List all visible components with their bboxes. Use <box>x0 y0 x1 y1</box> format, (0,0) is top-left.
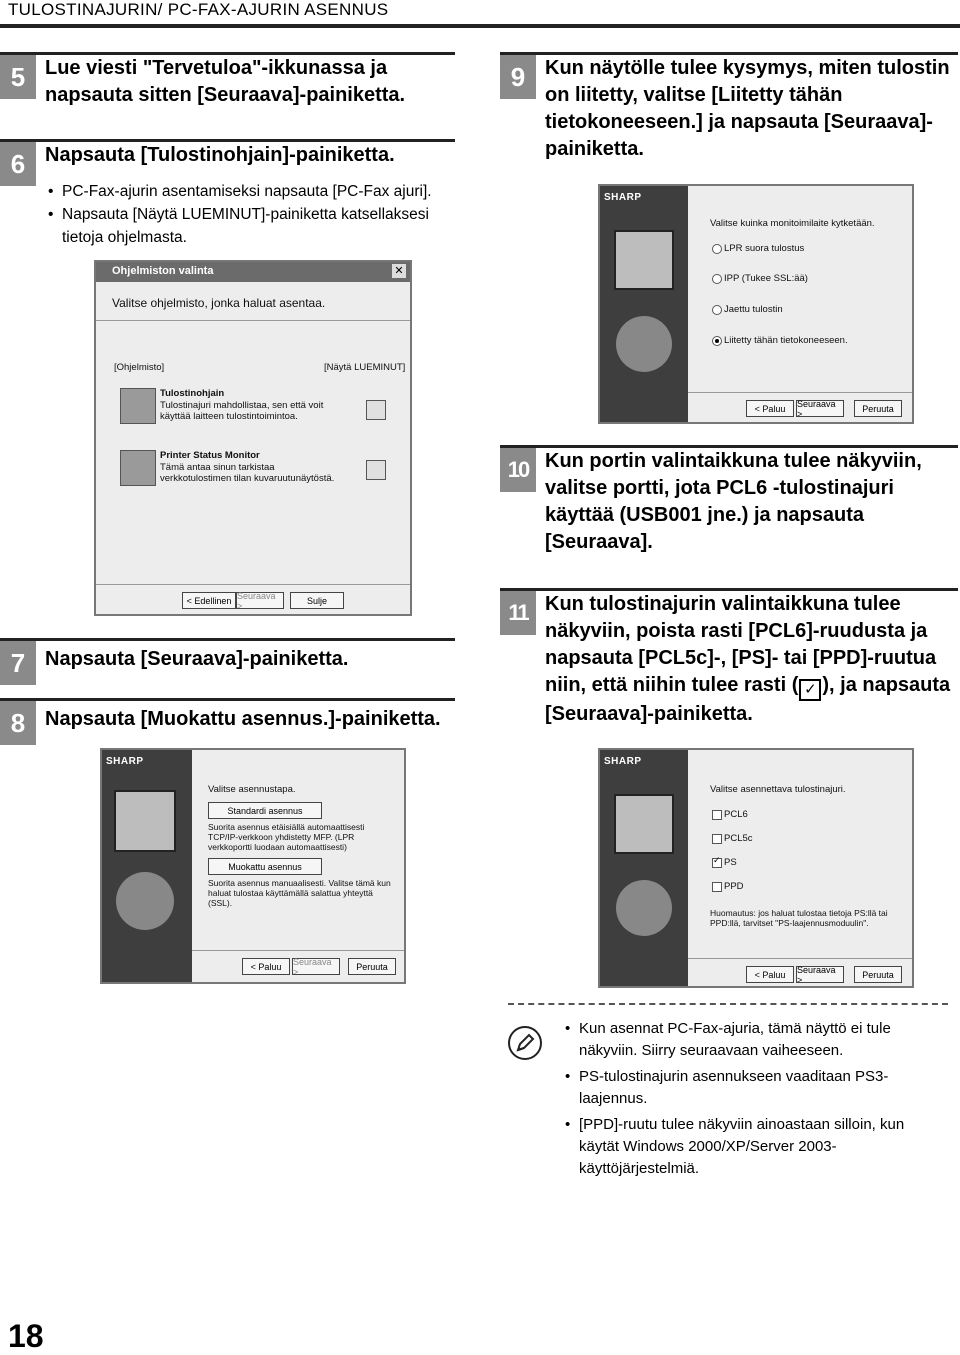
readme-icon[interactable] <box>366 400 386 420</box>
checkbox-checked-icon: ✓ <box>799 679 821 701</box>
readme-label: [Näytä LUEMINUT] <box>324 362 406 373</box>
item-desc: Tämä antaa sinun tarkistaa verkkotulostimen tilan kuvaruutunäytöstä. <box>160 462 335 484</box>
step-5 <box>0 52 455 132</box>
monitor-icon[interactable] <box>120 450 156 486</box>
step-text: Kun tulostinajurin valintaikkuna tulee näkyviin, poista rasti [PCL6]-ruudusta ja napsauta [PCL5c]-, [PS]- tai [PPD]-ruutua niin, että niihin tulee rasti ( ✓ ), ja napsauta [Seuraava]-painiketta. <box>545 593 951 725</box>
page-number: 18 <box>8 1318 44 1354</box>
radio-ipp[interactable] <box>712 274 722 284</box>
step-text: Lue viesti "Tervetuloa"-ikkunassa ja napsauta sitten [Seuraava]-painiketta. <box>45 57 406 106</box>
header-rule <box>0 24 960 28</box>
checkbox-ps[interactable] <box>712 858 722 868</box>
screenshot-install-type <box>100 748 406 984</box>
next-button[interactable]: Seuraava > <box>292 958 340 975</box>
step-text: Napsauta [Seuraava]-painiketta. <box>45 648 349 670</box>
step-text: Napsauta [Muokattu asennus.]-painiketta. <box>45 708 441 730</box>
notes-list <box>565 1018 945 1180</box>
back-button[interactable]: < Paluu <box>242 958 290 975</box>
custom-install-desc: Suorita asennus manuaalisesti. Valitse tämä kun haluat tulostaa käyttämällä salattua yhteyttä (SSL). <box>208 878 391 908</box>
checkbox-ppd[interactable] <box>712 882 722 892</box>
close-icon[interactable]: ✕ <box>392 264 406 278</box>
step-6-bullets <box>48 180 453 249</box>
readme-icon[interactable] <box>366 460 386 480</box>
step-7 <box>0 638 455 688</box>
item-title[interactable]: Tulostinohjain <box>160 388 225 399</box>
note-item: • Kun asennat PC-Fax-ajuria, tämä näyttö ei tule näkyviin. Siirry seuraavaan vaiheeseen. <box>565 1018 945 1062</box>
next-button[interactable]: Seuraava > <box>796 966 844 983</box>
radio-label: LPR suora tulostus <box>724 243 805 254</box>
custom-install-button[interactable]: Muokattu asennus <box>208 858 322 875</box>
radio-label: Liitetty tähän tietokoneeseen. <box>724 335 848 346</box>
step-text: Kun näytölle tulee kysymys, miten tulostin on liitetty, valitse [Liitetty tähän tietokoneeseen.] ja napsauta [Seuraava]-painiketta. <box>545 57 950 160</box>
printer-icon[interactable] <box>120 388 156 424</box>
step-10 <box>500 445 958 565</box>
cancel-button[interactable]: Peruuta <box>854 966 902 983</box>
step-number: 10 <box>500 448 536 492</box>
dialog-title: Ohjelmiston valinta <box>112 265 214 277</box>
dialog-prompt: Valitse asennettava tulostinajuri. <box>710 784 846 795</box>
step-text: Napsauta [Tulostinohjain]-painiketta. <box>45 144 395 166</box>
note-divider <box>508 1003 948 1005</box>
screenshot-software-selection <box>94 260 412 616</box>
step-11 <box>500 588 958 738</box>
step-9 <box>500 52 958 172</box>
step-6 <box>0 139 455 179</box>
page-header-title: TULOSTINAJURIN/ PC-FAX-AJURIN ASENNUS <box>8 0 389 19</box>
checkbox-label: PCL6 <box>724 809 748 820</box>
back-button[interactable]: < Paluu <box>746 400 794 417</box>
computer-illustration <box>614 230 674 290</box>
software-label: [Ohjelmisto] <box>114 362 165 373</box>
step-number: 5 <box>0 55 36 99</box>
radio-local[interactable] <box>712 336 722 346</box>
close-button[interactable]: Sulje <box>290 592 344 609</box>
bullet-item: • Napsauta [Näytä LUEMINUT]-painiketta katsellaksesi tietoja ohjelmasta. <box>48 203 453 249</box>
step-number: 11 <box>500 591 536 635</box>
checkbox-label: PCL5c <box>724 833 753 844</box>
checkbox-pcl5c[interactable] <box>712 834 722 844</box>
cancel-button[interactable]: Peruuta <box>854 400 902 417</box>
computer-illustration <box>614 794 674 854</box>
radio-lpr[interactable] <box>712 244 722 254</box>
dialog-prompt: Valitse kuinka monitoimilaite kytketään. <box>710 218 875 229</box>
step-text: Kun portin valintaikkuna tulee näkyviin, valitse portti, jota PCL6 -tulostinajuri käyttää (USB001 jne.) ja napsauta [Seuraava]. <box>545 450 922 553</box>
radio-label: IPP (Tukee SSL:ää) <box>724 273 808 284</box>
step-number: 6 <box>0 142 36 186</box>
step-number: 9 <box>500 55 536 99</box>
step-8 <box>0 698 455 748</box>
sharp-logo: SHARP <box>604 756 642 767</box>
cd-illustration <box>616 316 672 372</box>
sharp-logo: SHARP <box>106 756 144 767</box>
standard-install-button[interactable]: Standardi asennus <box>208 802 322 819</box>
dialog-titlebar <box>96 262 410 282</box>
step-number: 7 <box>0 641 36 685</box>
item-desc: Tulostinajuri mahdollistaa, sen että voit käyttää laitteen tulostintoimintoa. <box>160 400 324 422</box>
cancel-button[interactable]: Peruuta <box>348 958 396 975</box>
item-title[interactable]: Printer Status Monitor <box>160 450 260 461</box>
note-item: • [PPD]-ruutu tulee näkyviin ainoastaan silloin, kun käytät Windows 2000/XP/Server 2003-käyttöjärjestelmiä. <box>565 1114 945 1180</box>
screenshot-connection-type <box>598 184 914 424</box>
checkbox-pcl6[interactable] <box>712 810 722 820</box>
step-number: 8 <box>0 701 36 745</box>
back-button[interactable]: < Edellinen <box>182 592 236 609</box>
note-item: • PS-tulostinajurin asennukseen vaaditaan PS3-laajennus. <box>565 1066 945 1110</box>
dialog-prompt: Valitse asennustapa. <box>208 784 296 795</box>
standard-install-desc: Suorita asennus etäisiällä automaattisesti TCP/IP-verkkoon yhdistetty MFP. (LPR verkkoportti luodaan automaattisesti) <box>208 822 365 852</box>
pencil-icon <box>508 1026 542 1060</box>
checkbox-label: PPD <box>724 881 744 892</box>
computer-illustration <box>114 790 176 852</box>
dialog-prompt: Valitse ohjelmisto, jonka haluat asentaa. <box>112 296 326 310</box>
checkbox-label: PS <box>724 857 737 868</box>
screenshot-driver-selection <box>598 748 914 988</box>
next-button[interactable]: Seuraava > <box>236 592 284 609</box>
driver-note: Huomautus: jos haluat tulostaa tietoja PS:llä tai PPD:llä, tarvitset "PS-laajennusmoduulin". <box>710 908 888 928</box>
radio-label: Jaettu tulostin <box>724 304 783 315</box>
cd-illustration <box>116 872 174 930</box>
back-button[interactable]: < Paluu <box>746 966 794 983</box>
sharp-logo: SHARP <box>604 192 642 203</box>
cd-illustration <box>616 880 672 936</box>
radio-shared[interactable] <box>712 305 722 315</box>
bullet-item: • PC-Fax-ajurin asentamiseksi napsauta [PC-Fax ajuri]. <box>48 180 453 203</box>
next-button[interactable]: Seuraava > <box>796 400 844 417</box>
